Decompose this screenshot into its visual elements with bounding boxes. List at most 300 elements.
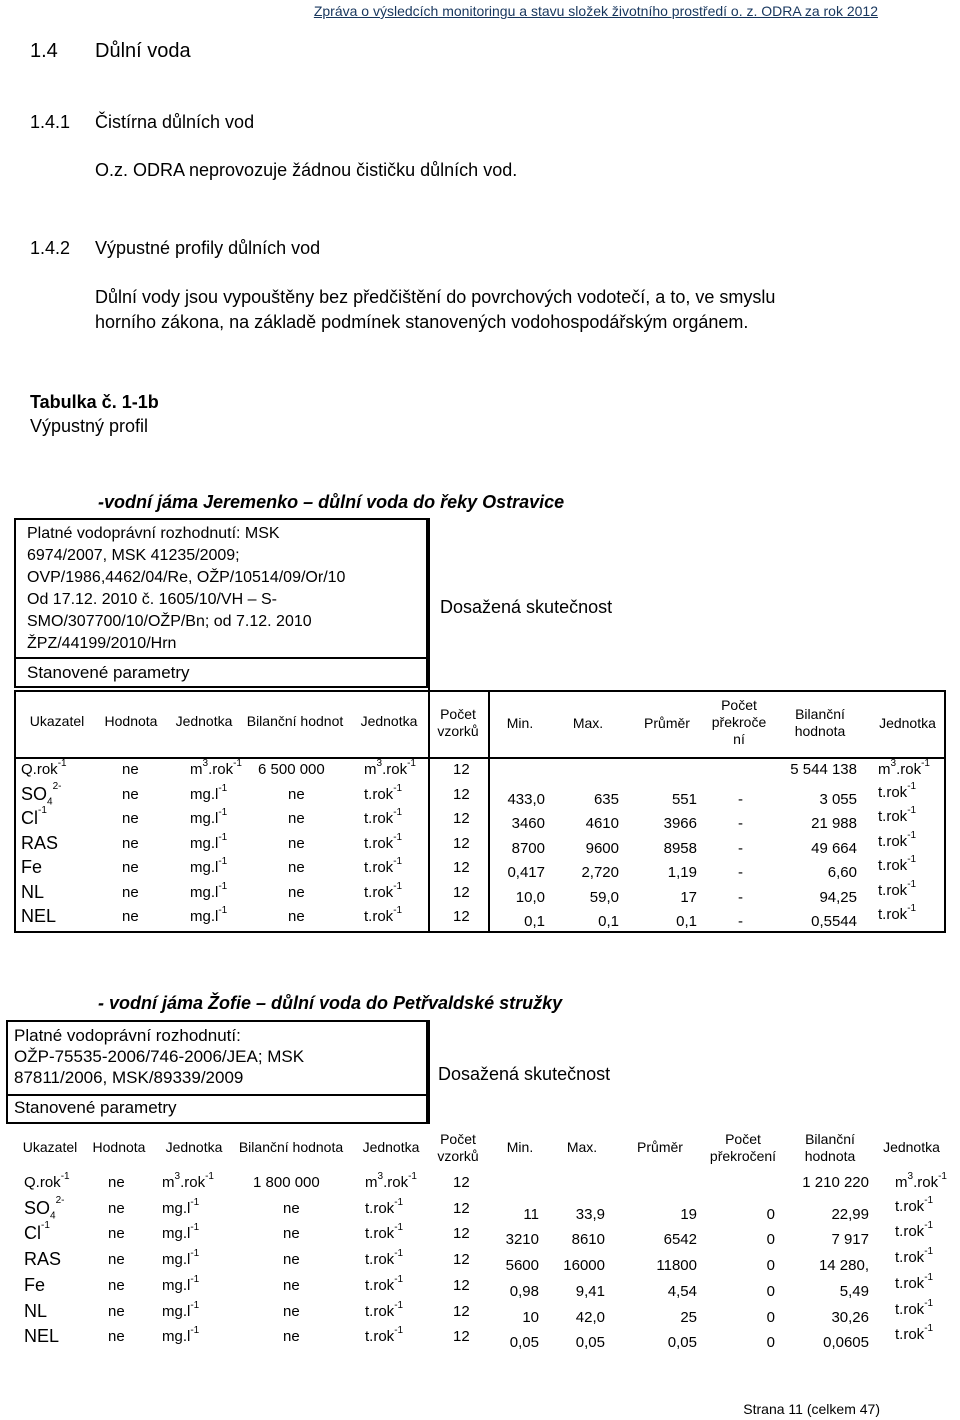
balance-limit: ne: [283, 1199, 300, 1217]
unit-sup2: -1: [233, 758, 242, 769]
balance-unit-text2: .rok: [382, 761, 408, 778]
result-unit: [895, 1194, 934, 1215]
balance-unit: [364, 782, 403, 803]
result-unit-sup2: -1: [938, 1171, 947, 1182]
unit: [190, 807, 228, 827]
decision-line: 6974/2007, MSK 41235/2009;: [27, 547, 240, 564]
result-unit-text: t.rok: [878, 906, 908, 923]
indicator: [24, 1326, 59, 1347]
subsection-1-text: O.z. ODRA neprovozuje žádnou čističku důlních vod.: [95, 160, 518, 180]
unit-sup: 3: [174, 1171, 181, 1182]
sample-count: 12: [453, 1302, 470, 1320]
value-bval: 49 664: [811, 839, 857, 857]
unit-text: m: [162, 1174, 175, 1191]
col-bilancni-line: hodnota: [804, 1148, 856, 1164]
balance-limit: ne: [288, 859, 305, 876]
value-exc: 0: [766, 1205, 775, 1223]
col-prekroceni-line: překroče: [711, 714, 767, 730]
unit: [162, 1273, 200, 1294]
indicator: [24, 1301, 47, 1322]
indicator-sup: -1: [60, 1171, 70, 1182]
result-unit-text: t.rok: [895, 1300, 925, 1318]
col-pocet-line: vzorků: [437, 1148, 479, 1164]
value-min: 0,05: [509, 1334, 539, 1352]
sample-count: 12: [453, 761, 470, 778]
col-prumer: Průměr: [644, 715, 690, 731]
unit-sup: -1: [218, 807, 228, 818]
result-unit: [878, 854, 917, 874]
decision-line: OVP/1986,4462/04/Re, OŽP/10514/09/Or/10: [27, 569, 346, 586]
value-max: 4610: [585, 815, 619, 832]
decision-line: OŽP-75535-2006/746-2006/JEA; MSK: [14, 1047, 305, 1066]
unit: [190, 880, 228, 901]
unit-sup2: -1: [205, 1171, 214, 1182]
subsection-title: Čistírna důlních vod: [95, 112, 255, 132]
subsection-number: 1.4.2: [30, 238, 71, 258]
value-bval: 3 055: [819, 790, 857, 808]
limit-value: ne: [122, 761, 139, 778]
balance-limit: 1 800 000: [253, 1174, 320, 1191]
balance-limit: ne: [288, 785, 305, 803]
result-unit-sup: -1: [907, 854, 917, 865]
indicator-sup: 2-: [55, 1194, 65, 1206]
value-bval: 1 210 220: [802, 1174, 869, 1191]
value-min: 8700: [511, 839, 545, 857]
value-max: 9,41: [575, 1282, 605, 1300]
result-unit-text: t.rok: [878, 783, 908, 801]
page-footer: Strana 11 (celkem 47): [743, 1401, 880, 1417]
result-unit-sup: -1: [924, 1220, 934, 1232]
indicator-text: Cl: [24, 1223, 41, 1244]
result-unit-sup: 3: [907, 1171, 914, 1182]
unit-sup: 3: [202, 758, 209, 769]
result-unit-text: t.rok: [878, 857, 908, 874]
result-unit: [895, 1323, 934, 1344]
indicator-text: RAS: [21, 832, 59, 853]
value-exc: -: [738, 888, 743, 906]
unit-text: mg.l: [162, 1276, 191, 1294]
unit-text: mg.l: [162, 1302, 191, 1320]
indicator: [21, 906, 56, 927]
col-jednotka3: Jednotka: [883, 1139, 940, 1155]
indicator-text: NEL: [24, 1326, 60, 1347]
unit-text: mg.l: [190, 834, 219, 852]
indicator-text: RAS: [24, 1249, 62, 1270]
balance-unit: [365, 1222, 404, 1243]
value-avg: 4,54: [667, 1282, 697, 1300]
indicator: [21, 758, 67, 778]
table-caption: Tabulka č. 1-1b: [30, 392, 159, 412]
balance-unit-sup: -1: [393, 831, 403, 843]
value-max: 635: [593, 790, 619, 808]
unit-text: m: [190, 761, 203, 778]
value-max: 16000: [563, 1257, 605, 1275]
value-min: 0,98: [509, 1282, 539, 1300]
result-unit-text: m: [878, 761, 891, 778]
running-header: Zpráva o výsledcích monitoringu a stavu složek životního prostředí o. z. ODRA za rok 2012: [313, 3, 878, 19]
unit-text: mg.l: [162, 1251, 191, 1269]
sample-count: 12: [453, 785, 470, 803]
indicator-text: Q.rok: [21, 761, 58, 778]
indicator-text: SO: [21, 783, 48, 804]
unit-sup: -1: [190, 1273, 200, 1285]
unit: [190, 758, 242, 778]
limit-value: ne: [108, 1328, 125, 1346]
indicator: [24, 1249, 61, 1270]
result-unit-text: t.rok: [895, 1326, 925, 1344]
value-min: 0,417: [507, 864, 545, 881]
value-bval: 7 917: [831, 1231, 869, 1249]
value-avg: 6542: [663, 1231, 697, 1249]
result-unit: [895, 1246, 934, 1267]
value-avg: 551: [671, 790, 697, 808]
unit: [162, 1196, 200, 1217]
value-min: 3460: [511, 815, 545, 832]
balance-unit: [364, 856, 403, 876]
value-exc: 0: [766, 1334, 775, 1352]
indicator: [21, 833, 58, 854]
section-heading: [30, 40, 191, 63]
balance-unit: [365, 1248, 404, 1269]
col-bilancni-line: Bilanční: [795, 706, 845, 722]
unit-text: mg.l: [162, 1199, 191, 1217]
section-title: Důlní voda: [95, 40, 191, 62]
result-unit-sup: -1: [907, 780, 917, 792]
result-unit-sup: -1: [907, 903, 917, 914]
col-jednotka: Jednotka: [175, 713, 233, 729]
balance-unit-sup: 3: [377, 1171, 384, 1182]
indicator-sup: -1: [57, 758, 67, 769]
col-hodnota: Hodnota: [104, 713, 158, 729]
limit-value: ne: [108, 1199, 125, 1217]
value-exc: 0: [766, 1282, 775, 1300]
result-unit-sup: -1: [924, 1194, 934, 1206]
col-min: Min.: [506, 1139, 534, 1155]
sample-count: 12: [453, 859, 470, 876]
col-prekroceni-line: překročení: [709, 1148, 777, 1164]
value-avg: 8958: [663, 839, 697, 857]
paragraph-line: horního zákona, na základě podmínek stanovených vodohospodářským orgánem.: [95, 312, 749, 332]
value-avg: 25: [680, 1308, 697, 1326]
balance-unit-sup2: -1: [408, 1171, 417, 1182]
result-unit-sup: -1: [907, 829, 917, 841]
indicator-sup: 2-: [52, 780, 62, 792]
balance-unit-text: t.rok: [365, 1225, 395, 1243]
result-unit-text: t.rok: [878, 881, 908, 899]
sample-count: 12: [453, 1251, 470, 1269]
subsection-heading-1: [30, 112, 254, 133]
value-exc: -: [738, 815, 743, 832]
value-bval: 6,60: [827, 864, 857, 881]
result-unit-sup: 3: [890, 758, 897, 769]
balance-unit-sup: -1: [393, 782, 403, 794]
value-avg: 3966: [663, 815, 697, 832]
limit-value: ne: [108, 1174, 125, 1191]
limit-value: ne: [108, 1251, 125, 1269]
col-prumer: Průměr: [637, 1139, 683, 1155]
unit: [190, 782, 228, 803]
sample-count: 12: [453, 1225, 470, 1243]
decision-line: Platné vodoprávní rozhodnutí:: [14, 1026, 241, 1045]
indicator-sup: -1: [41, 1220, 50, 1232]
indicator-sub: 4: [47, 796, 53, 808]
result-unit-sup: -1: [924, 1323, 934, 1335]
balance-unit: [365, 1196, 404, 1217]
balance-unit-sup: -1: [394, 1299, 404, 1311]
value-max: 2,720: [581, 864, 619, 881]
balance-unit-text: t.rok: [365, 1199, 395, 1217]
result-unit-sup: -1: [924, 1246, 934, 1258]
table1-grid-line: [14, 757, 946, 759]
sample-count: 12: [453, 1174, 470, 1191]
col-bilancni: Bilanční hodnota: [238, 1139, 344, 1155]
balance-unit-text: t.rok: [365, 1328, 395, 1346]
limit-value: ne: [122, 785, 139, 803]
result-unit: [878, 903, 917, 923]
balance-unit: [365, 1273, 404, 1294]
indicator-text: Q.rok: [24, 1174, 61, 1191]
balance-unit-text: t.rok: [364, 883, 394, 901]
result-unit-sup: -1: [907, 805, 917, 816]
result-unit: [878, 829, 917, 850]
balance-unit-sup: -1: [393, 856, 403, 867]
value-bval: 5 544 138: [790, 761, 857, 778]
col-bilancni: Bilanční hodnot: [246, 713, 344, 729]
value-avg: 0,05: [667, 1334, 697, 1352]
balance-unit: [364, 831, 403, 852]
result-unit-text: t.rok: [878, 808, 908, 825]
balance-unit-sup: -1: [393, 807, 403, 818]
col-pocet-line: Počet: [440, 706, 476, 722]
result-unit-sup: -1: [924, 1271, 934, 1283]
subsection-number: 1.4.1: [30, 112, 71, 132]
sample-count: 12: [453, 810, 470, 827]
indicator-text: NL: [21, 881, 45, 902]
indicator-text: SO: [24, 1197, 51, 1218]
result-unit-sup: -1: [907, 878, 917, 890]
table2-achieved-label: Dosažená skutečnost: [438, 1064, 611, 1084]
unit-sup: -1: [190, 1196, 200, 1208]
balance-unit-sup: 3: [376, 758, 383, 769]
result-unit: [878, 878, 917, 899]
decision-line: Od 17.12. 2010 č. 1605/10/VH – S-: [27, 591, 277, 608]
balance-unit: [365, 1325, 404, 1346]
result-unit-text: m: [895, 1174, 908, 1191]
limit-value: ne: [122, 834, 139, 852]
unit-sup: -1: [190, 1299, 200, 1311]
result-unit-text2: .rok: [913, 1174, 939, 1191]
value-avg: 19: [680, 1205, 697, 1223]
unit: [190, 856, 228, 876]
limit-value: ne: [108, 1302, 125, 1320]
limit-value: ne: [108, 1276, 125, 1294]
value-exc: -: [738, 913, 743, 930]
col-prekroceni-line: Počet: [725, 1131, 761, 1147]
decision-line: Platné vodoprávní rozhodnutí: MSK: [27, 525, 280, 542]
indicator-text: NL: [24, 1300, 48, 1321]
table1-title: -vodní jáma Jeremenko – důlní voda do řeky Ostravice: [98, 492, 565, 512]
col-jednotka2: Jednotka: [360, 713, 418, 729]
balance-unit-text: t.rok: [364, 908, 394, 925]
value-exc: -: [738, 864, 743, 881]
balance-unit: [364, 807, 403, 827]
balance-unit-text: t.rok: [365, 1302, 395, 1320]
value-bval: 14 280,: [818, 1257, 869, 1275]
col-pocet: [430, 706, 486, 740]
section-number: 1.4: [30, 40, 58, 62]
result-unit-text2: .rok: [896, 761, 922, 778]
balance-limit: ne: [283, 1328, 300, 1346]
value-exc: 0: [766, 1308, 775, 1326]
result-unit-sup: -1: [924, 1297, 934, 1309]
sample-count: 12: [453, 834, 470, 852]
balance-unit: [365, 1299, 404, 1320]
limit-value: ne: [122, 859, 139, 876]
balance-unit-sup: -1: [393, 905, 403, 916]
col-prekroceni-line: ní: [733, 731, 745, 747]
unit: [162, 1325, 200, 1346]
balance-unit-sup2: -1: [407, 758, 416, 769]
value-min: 10,0: [515, 888, 545, 906]
unit-sup: -1: [190, 1222, 200, 1234]
balance-unit-text: t.rok: [364, 785, 394, 803]
value-min: 0,1: [524, 913, 545, 930]
subsection-title: Výpustné profily důlních vod: [95, 238, 321, 258]
col-bilancni-hodnota: [795, 1131, 865, 1165]
value-min: 10: [522, 1308, 539, 1326]
value-bval: 22,99: [831, 1205, 869, 1223]
limit-value: ne: [108, 1225, 125, 1243]
value-exc: 0: [766, 1231, 775, 1249]
indicator: [24, 1171, 70, 1191]
limit-value: ne: [122, 883, 139, 901]
table1-divider: [14, 657, 428, 659]
unit-sup: -1: [190, 1248, 200, 1260]
col-prekroceni-line: Počet: [721, 697, 757, 713]
unit-text: mg.l: [162, 1328, 191, 1346]
col-max: Max.: [566, 1139, 598, 1155]
sample-count: 12: [453, 883, 470, 901]
table-subtitle: Výpustný profil: [30, 416, 149, 436]
sample-count: 12: [453, 908, 470, 925]
value-bval: 94,25: [819, 888, 857, 906]
table2-params-label: Stanovené parametry: [14, 1098, 177, 1117]
balance-limit: ne: [288, 908, 305, 925]
balance-unit-text: t.rok: [364, 810, 394, 827]
col-hodnota: Hodnota: [92, 1139, 146, 1155]
unit-text2: .rok: [180, 1174, 206, 1191]
unit-sup: -1: [218, 831, 228, 843]
balance-unit: [364, 905, 403, 925]
value-exc: -: [738, 839, 743, 857]
indicator: [21, 780, 62, 808]
indicator: [24, 1194, 65, 1222]
balance-limit: ne: [283, 1251, 300, 1269]
value-bval: 5,49: [839, 1282, 869, 1300]
limit-value: ne: [122, 810, 139, 827]
decision-line: SMO/307700/10/OŽP/Bn; od 7.12. 2010: [27, 613, 312, 630]
col-bilancni-line: Bilanční: [805, 1131, 855, 1147]
col-jednotka3: Jednotka: [879, 715, 936, 731]
result-unit-text: t.rok: [895, 1249, 925, 1267]
balance-unit-text: t.rok: [365, 1276, 395, 1294]
unit: [162, 1248, 200, 1269]
unit-text: mg.l: [162, 1225, 191, 1243]
result-unit: [895, 1171, 947, 1191]
value-max: 42,0: [575, 1308, 605, 1326]
paragraph-line: Důlní vody jsou vypouštěny bez předčištění do povrchových vodotečí, a to, ve smyslu: [95, 287, 776, 307]
result-unit: [878, 780, 917, 801]
unit-text: mg.l: [190, 785, 219, 803]
col-min: Min.: [506, 715, 534, 731]
subsection-heading-2: [30, 238, 320, 259]
table2-decision-text: [14, 1025, 304, 1088]
sample-count: 12: [453, 1276, 470, 1294]
value-min: 433,0: [507, 790, 545, 808]
value-max: 59,0: [589, 888, 619, 906]
indicator: [21, 805, 47, 829]
unit-sup: -1: [218, 905, 228, 916]
col-ukazatel: Ukazatel: [29, 713, 85, 729]
balance-unit-sup: -1: [394, 1222, 404, 1234]
balance-unit: [364, 758, 416, 778]
indicator-text: Cl: [21, 808, 38, 828]
value-bval: 0,0605: [823, 1334, 869, 1352]
unit-text: mg.l: [190, 859, 219, 876]
indicator: [21, 857, 42, 878]
col-bilancni-hodnota: [785, 706, 855, 740]
unit-text2: .rok: [208, 761, 234, 778]
decision-line: ŽPZ/44199/2010/Hrn: [27, 635, 177, 652]
col-pocet-line: vzorků: [437, 723, 479, 739]
result-unit-text: t.rok: [878, 832, 908, 850]
value-avg: 1,19: [667, 864, 697, 881]
balance-unit-text: t.rok: [364, 859, 394, 876]
col-pocet-line: Počet: [440, 1131, 476, 1147]
result-unit-sup2: -1: [921, 758, 930, 769]
unit-text: mg.l: [190, 810, 219, 827]
unit-sup: -1: [190, 1325, 200, 1337]
table2-divider: [6, 1094, 428, 1096]
indicator: [24, 1275, 45, 1296]
indicator: [24, 1220, 50, 1244]
value-max: 0,1: [598, 913, 619, 930]
balance-limit: ne: [283, 1276, 300, 1294]
result-unit-text: t.rok: [895, 1274, 925, 1292]
value-min: 3210: [505, 1231, 539, 1249]
balance-limit: ne: [283, 1225, 300, 1243]
col-bilancni-line: hodnota: [794, 723, 846, 739]
value-max: 9600: [585, 839, 619, 857]
unit: [190, 831, 228, 852]
balance-unit-text: t.rok: [364, 834, 394, 852]
col-max: Max.: [572, 715, 604, 731]
balance-unit-sup: -1: [394, 1325, 404, 1337]
unit-sup: -1: [218, 880, 228, 892]
result-unit-text: t.rok: [895, 1197, 925, 1215]
col-jednotka: Jednotka: [165, 1139, 223, 1155]
col-pocet: [430, 1131, 486, 1165]
value-exc: -: [738, 790, 743, 808]
table2-title: - vodní jáma Žofie – důlní voda do Petřvaldské stružky: [98, 993, 563, 1013]
balance-unit-text: m: [365, 1174, 378, 1191]
unit: [162, 1299, 200, 1320]
value-avg: 11800: [656, 1257, 697, 1275]
col-prekroceni: [702, 1131, 784, 1165]
unit: [190, 905, 228, 925]
balance-limit: ne: [288, 810, 305, 827]
indicator-sub: 4: [50, 1210, 56, 1222]
